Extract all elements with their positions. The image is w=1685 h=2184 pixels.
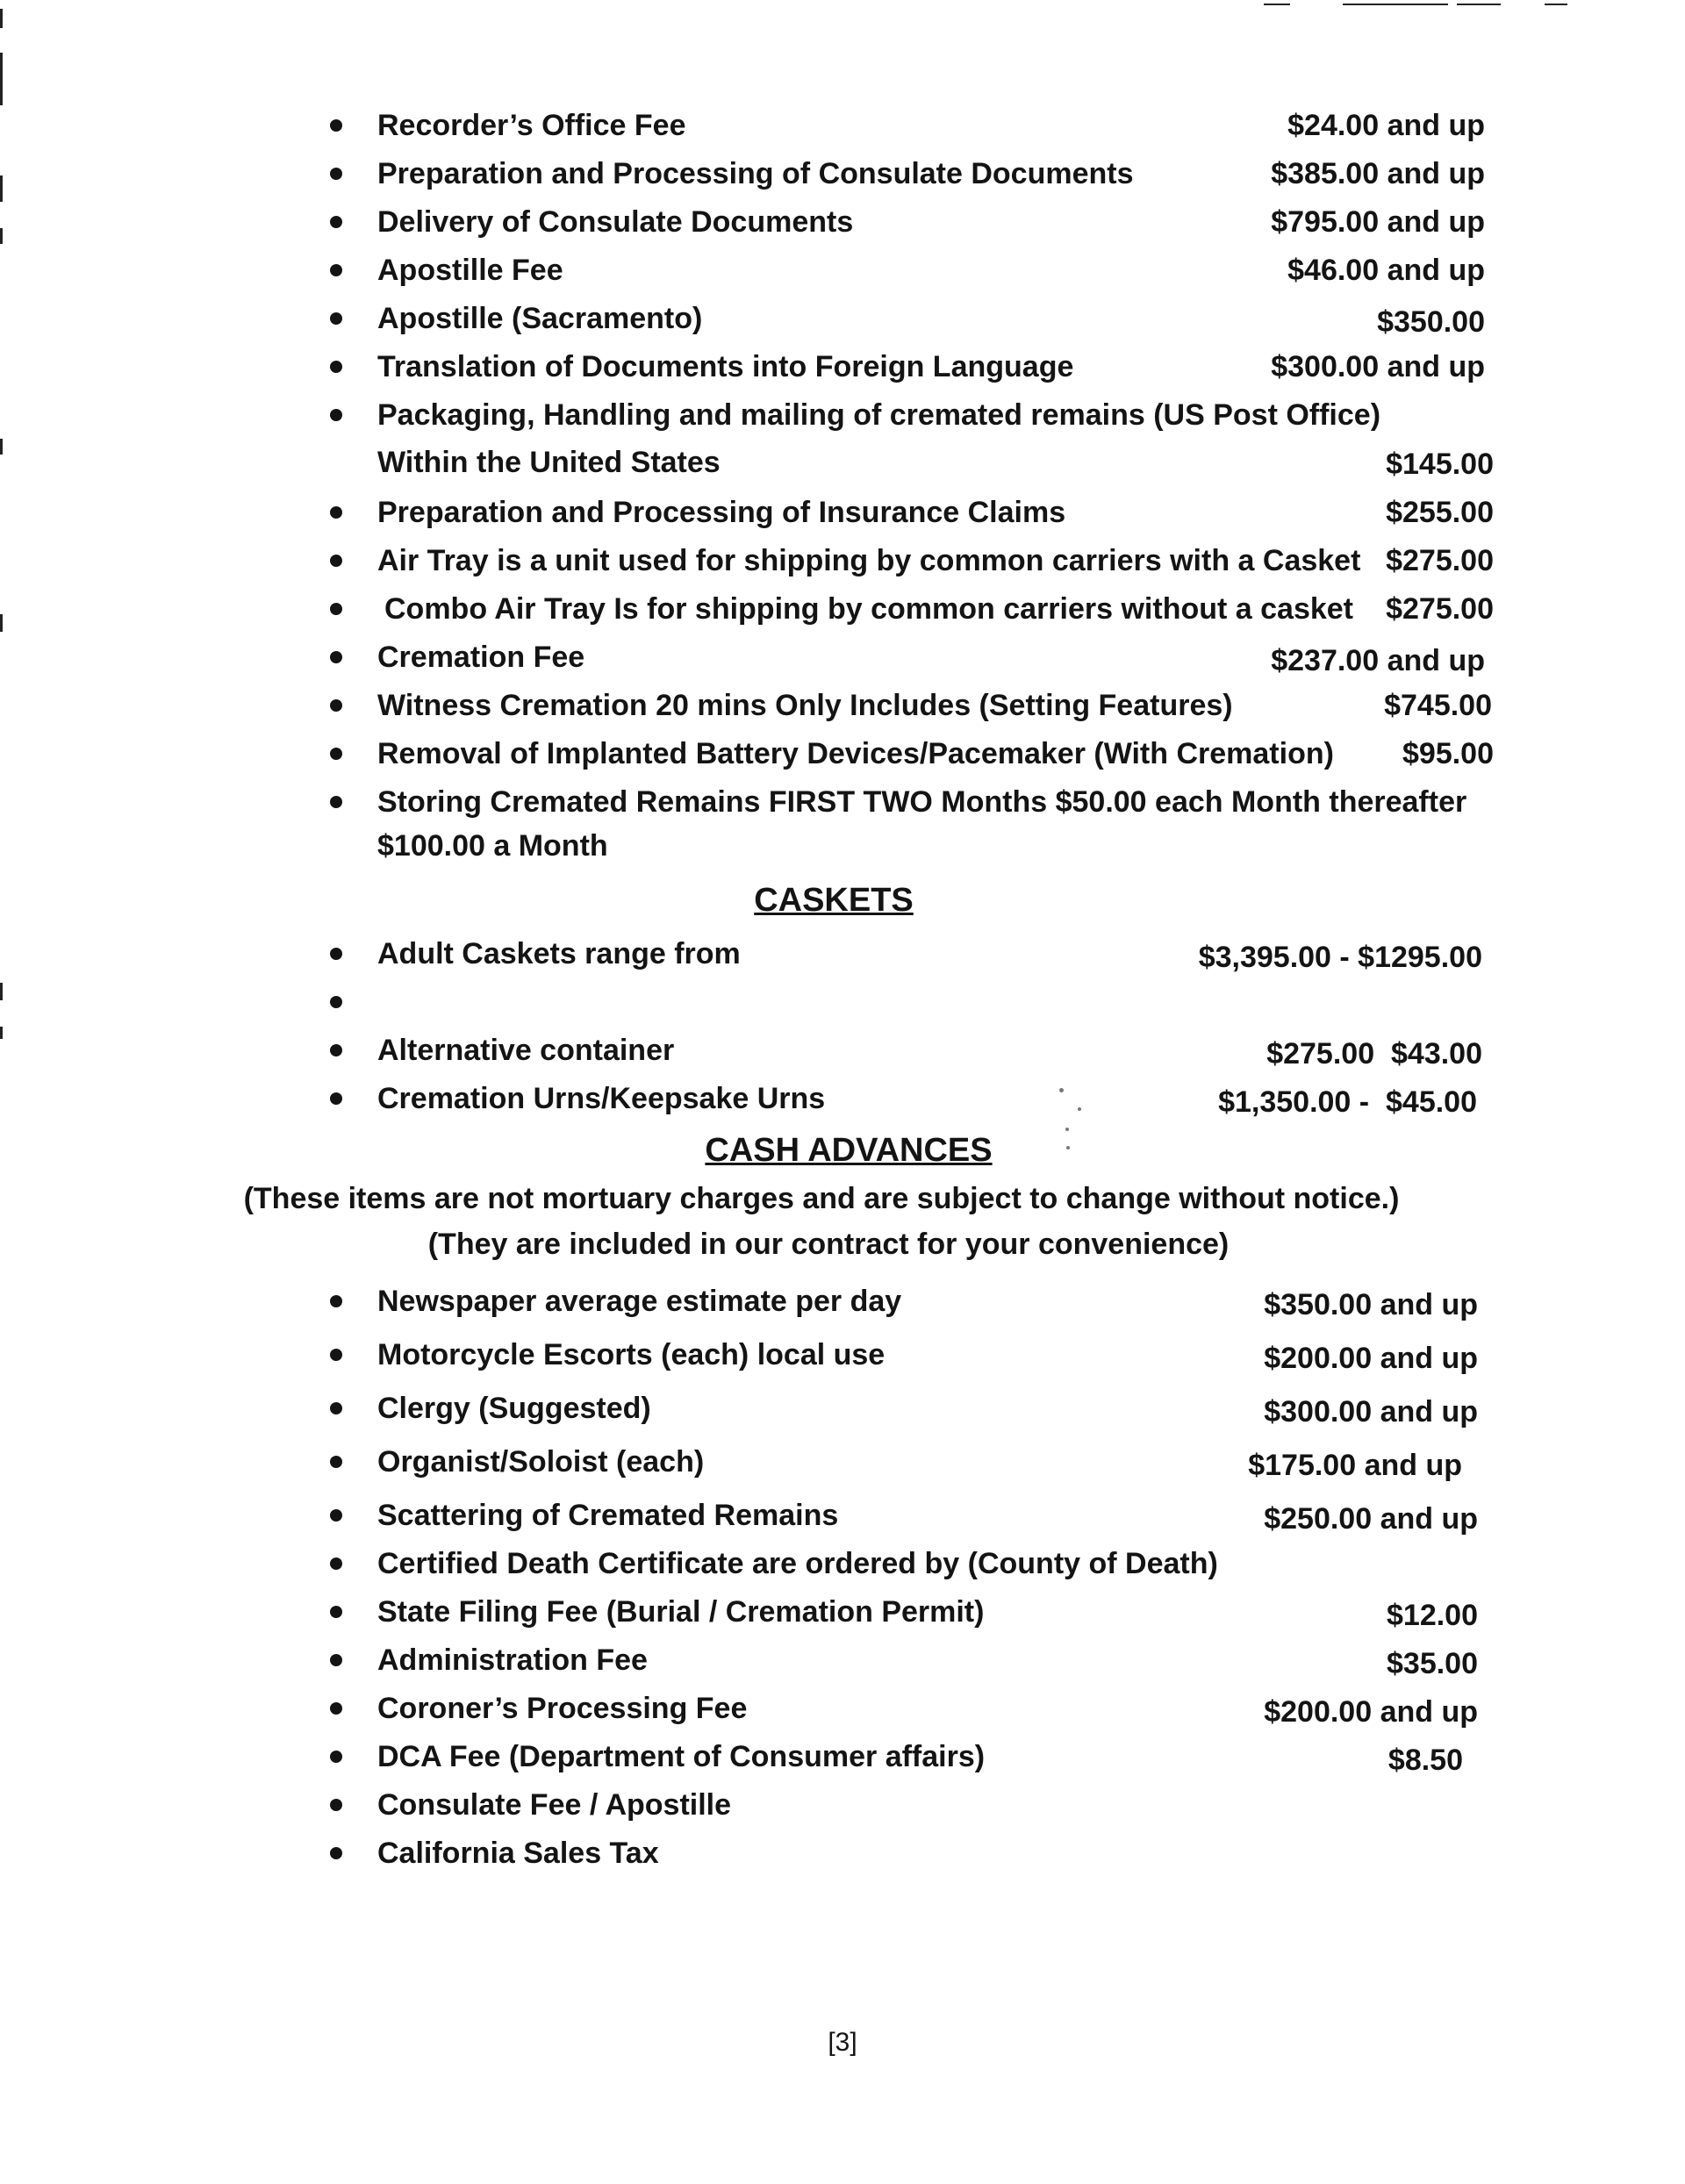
fee-label: Delivery of Consulate Documents xyxy=(377,205,854,239)
cash-advance-item xyxy=(0,1780,1685,1830)
fee-label: Cremation Fee xyxy=(377,641,585,674)
scan-mark xyxy=(1545,4,1567,5)
bullet-icon xyxy=(330,748,342,760)
cash-advance-label: Administration Fee xyxy=(377,1643,648,1677)
cash-advance-label: Scattering of Cremated Remains xyxy=(377,1499,839,1532)
fee-price: $795.00 and up xyxy=(1271,205,1485,239)
fee-price: $24.00 and up xyxy=(1287,109,1485,142)
scan-mark xyxy=(0,9,3,28)
bullet-icon xyxy=(330,1799,342,1811)
cash-advance-price: $35.00 xyxy=(1387,1647,1478,1680)
cash-advance-price: $200.00 and up xyxy=(1264,1695,1478,1729)
fee-label: Recorder’s Office Fee xyxy=(377,109,686,142)
casket-label: Alternative container xyxy=(377,1034,675,1067)
cash-advance-price: $350.00 and up xyxy=(1264,1288,1478,1321)
cash-advance-item xyxy=(0,1587,1685,1636)
fee-label: Preparation and Processing of Insurance Claims xyxy=(377,496,1066,529)
fee-label: Combo Air Tray Is for shipping by common carriers without a casket xyxy=(384,592,1353,626)
fee-item xyxy=(0,149,1685,198)
scan-mark xyxy=(1343,4,1448,5)
fee-label-continuation: Within the United States xyxy=(377,446,721,479)
bullet-icon xyxy=(330,312,342,325)
bullet-icon xyxy=(330,1402,342,1414)
cash-advance-price: $300.00 and up xyxy=(1264,1395,1478,1429)
bullet-icon xyxy=(330,1349,342,1361)
bullet-icon xyxy=(330,651,342,663)
fee-price: $255.00 xyxy=(1386,496,1494,529)
bullet-icon xyxy=(330,948,342,960)
casket-item xyxy=(0,1026,1685,1075)
fee-price: $275.00 xyxy=(1386,544,1494,577)
bullet-icon xyxy=(330,361,342,373)
bullet-icon xyxy=(330,1654,342,1666)
fee-label: Packaging, Handling and mailing of cremated remains (US Post Office) xyxy=(377,398,1381,432)
bullet-icon xyxy=(330,1092,342,1105)
cash-advance-item xyxy=(0,1829,1685,1878)
cash-advance-item xyxy=(0,1330,1685,1379)
fee-price: $385.00 and up xyxy=(1271,157,1485,190)
cash-advance-label: Consulate Fee / Apostille xyxy=(377,1788,732,1822)
fee-label: Preparation and Processing of Consulate Documents xyxy=(377,157,1134,190)
section-heading-cash-advances: CASH ADVANCES xyxy=(705,1132,993,1169)
fee-label: Apostille Fee xyxy=(377,254,563,287)
fee-item xyxy=(0,246,1685,295)
fee-item xyxy=(0,390,1685,487)
bullet-icon xyxy=(330,1044,342,1056)
bullet-icon xyxy=(330,409,342,421)
bullet-icon xyxy=(330,1702,342,1715)
fee-item xyxy=(0,101,1685,150)
fee-item xyxy=(0,294,1685,343)
cash-advance-item xyxy=(0,1732,1685,1781)
cash-advance-label: Coroner’s Processing Fee xyxy=(377,1692,748,1725)
casket-price: $275.00 $43.00 xyxy=(1266,1037,1482,1071)
bullet-icon xyxy=(330,506,342,519)
cash-advance-label: Clergy (Suggested) xyxy=(377,1392,651,1425)
fee-item xyxy=(0,681,1685,730)
casket-label: Cremation Urns/Keepsake Urns xyxy=(377,1082,826,1115)
page-number: [3] xyxy=(828,2028,857,2057)
fee-label: Translation of Documents into Foreign Language xyxy=(377,350,1074,383)
cash-advance-label: Newspaper average estimate per day xyxy=(377,1285,902,1318)
bullet-icon xyxy=(330,555,342,567)
fee-label-continuation: $100.00 a Month xyxy=(377,829,608,863)
casket-item xyxy=(0,977,1685,1027)
cash-advance-label: Organist/Soloist (each) xyxy=(377,1445,705,1479)
fee-price: $46.00 and up xyxy=(1287,254,1485,287)
cash-advance-price: $12.00 xyxy=(1387,1599,1478,1632)
cash-advances-note: (These items are not mortuary charges and are subject to change without notice.) xyxy=(243,1182,1400,1215)
fee-label: Apostille (Sacramento) xyxy=(377,302,703,335)
bullet-icon xyxy=(330,1456,342,1468)
bullet-icon xyxy=(330,796,342,808)
cash-advance-item xyxy=(0,1539,1685,1588)
casket-label: Adult Caskets range from xyxy=(377,937,741,970)
cash-advance-item xyxy=(0,1636,1685,1685)
scan-mark xyxy=(0,53,3,105)
fee-price: $275.00 xyxy=(1386,592,1494,626)
cash-advance-label: California Sales Tax xyxy=(377,1837,659,1870)
fee-price: $95.00 xyxy=(1402,737,1494,770)
fee-price: $300.00 and up xyxy=(1271,350,1485,383)
cash-advance-item xyxy=(0,1384,1685,1433)
bullet-icon xyxy=(330,168,342,180)
fee-item xyxy=(0,536,1685,585)
fee-price: $350.00 xyxy=(1377,305,1485,339)
bullet-icon xyxy=(330,996,342,1008)
casket-price: $1,350.00 - $45.00 xyxy=(1218,1085,1477,1119)
bullet-icon xyxy=(330,119,342,132)
fee-price: $745.00 xyxy=(1384,689,1492,722)
cash-advance-price: $200.00 and up xyxy=(1264,1342,1478,1375)
cash-advance-label: Motorcycle Escorts (each) local use xyxy=(377,1338,886,1371)
fee-item xyxy=(0,197,1685,247)
cash-advance-item xyxy=(0,1277,1685,1326)
fee-item xyxy=(0,584,1685,634)
bullet-icon xyxy=(330,1509,342,1522)
cash-advance-label: Certified Death Certificate are ordered by (County of Death) xyxy=(377,1547,1218,1580)
scan-mark xyxy=(1457,4,1501,5)
section-heading-caskets: CASKETS xyxy=(754,882,914,919)
casket-item xyxy=(0,929,1685,978)
cash-advances-note: (They are included in our contract for your convenience) xyxy=(427,1228,1230,1261)
fee-price: $145.00 xyxy=(1386,448,1494,481)
cash-advance-price: $175.00 and up xyxy=(1248,1449,1462,1482)
bullet-icon xyxy=(330,603,342,615)
cash-advance-item xyxy=(0,1684,1685,1733)
cash-advance-label: State Filing Fee (Burial / Cremation Permit) xyxy=(377,1595,985,1629)
bullet-icon xyxy=(330,1557,342,1570)
bullet-icon xyxy=(330,264,342,276)
cash-advance-price: $8.50 xyxy=(1387,1744,1463,1777)
fee-label: Storing Cremated Remains FIRST TWO Months $50.00 each Month thereafter xyxy=(377,785,1467,819)
cash-advance-item xyxy=(0,1437,1685,1486)
fee-item xyxy=(0,488,1685,537)
bullet-icon xyxy=(330,216,342,228)
casket-price: $3,395.00 - $1295.00 xyxy=(1198,941,1482,974)
bullet-icon xyxy=(330,1295,342,1307)
bullet-icon xyxy=(330,699,342,712)
cash-advance-label: DCA Fee (Department of Consumer affairs) xyxy=(377,1740,986,1773)
fee-label: Air Tray is a unit used for shipping by common carriers with a Casket xyxy=(377,544,1361,577)
fee-label: Witness Cremation 20 mins Only Includes (Setting Features) xyxy=(377,689,1233,722)
cash-advance-price: $250.00 and up xyxy=(1264,1502,1478,1536)
fee-item xyxy=(0,342,1685,391)
bullet-icon xyxy=(330,1751,342,1763)
cash-advance-item xyxy=(0,1491,1685,1540)
fee-item xyxy=(0,729,1685,778)
bullet-icon xyxy=(330,1847,342,1859)
casket-item xyxy=(0,1074,1685,1123)
bullet-icon xyxy=(330,1606,342,1618)
fee-price: $237.00 and up xyxy=(1271,644,1485,677)
fee-label: Removal of Implanted Battery Devices/Pacemaker (With Cremation) xyxy=(377,737,1334,770)
fee-item xyxy=(0,777,1685,872)
scan-mark xyxy=(1264,4,1290,5)
fee-item xyxy=(0,633,1685,682)
